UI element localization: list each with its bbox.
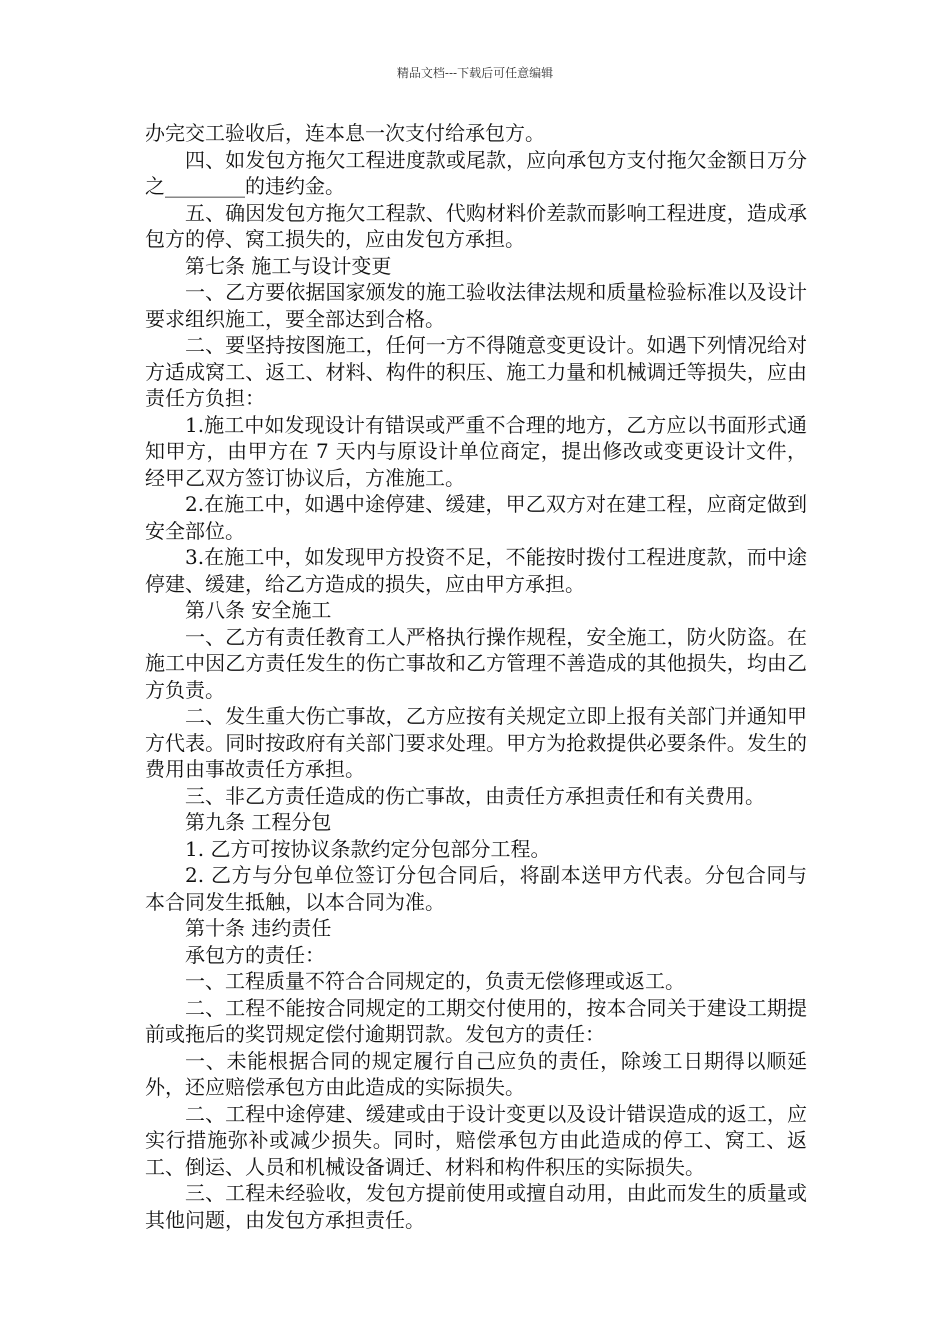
page-header: 精品文档---下载后可任意编辑 xyxy=(396,66,554,80)
paragraph: 3.在施工中，如发现甲方投资不足，不能按时拨付工程进度款，而中途停建、缓建，给乙方造成的损失，应由甲方承担。 xyxy=(145,545,807,596)
section-heading: 第十条 违约责任 xyxy=(185,916,332,940)
paragraph: 二、工程不能按合同规定的工期交付使用的，按本合同关于建设工期提前或拖后的奖罚规定偿付逾期罚款。发包方的责任： xyxy=(145,995,807,1046)
paragraph: 办完交工验收后，连本息一次支付给承包方。 xyxy=(145,121,545,145)
paragraph: 2.在施工中，如遇中途停建、缓建，甲乙双方对在建工程，应商定做到安全部位。 xyxy=(145,492,807,543)
section-heading: 第九条 工程分包 xyxy=(185,810,332,834)
paragraph: 四、如发包方拖欠工程进度款或尾款，应向承包方支付拖欠金额日万分之________的违约金。 xyxy=(145,147,807,198)
section-heading: 第八条 安全施工 xyxy=(185,598,332,622)
paragraph: 三、工程未经验收，发包方提前使用或擅自动用，由此而发生的质量或其他问题，由发包方承担责任。 xyxy=(145,1181,807,1232)
document-body xyxy=(145,120,807,1233)
paragraph: 二、发生重大伤亡事故，乙方应按有关规定立即上报有关部门并通知甲方代表。同时按政府有关部门要求处理。甲方为抢救提供必要条件。发生的费用由事故责任方承担。 xyxy=(145,704,807,781)
paragraph: 五、确因发包方拖欠工程款、代购材料价差款而影响工程进度，造成承包方的停、窝工损失的，应由发包方承担。 xyxy=(145,200,807,251)
section-heading: 第七条 施工与设计变更 xyxy=(185,253,392,278)
paragraph: 一、工程质量不符合合同规定的，负责无偿修理或返工。 xyxy=(185,969,685,993)
paragraph: 一、乙方有责任教育工人严格执行操作规程，安全施工，防火防盗。在施工中因乙方责任发生的伤亡事故和乙方管理不善造成的其他损失，均由乙方负责。 xyxy=(145,624,807,702)
paragraph: 一、未能根据合同的规定履行自己应负的责任，除竣工日期得以顺延外，还应赔偿承包方由此造成的实际损失。 xyxy=(145,1048,807,1099)
paragraph: 1.施工中如发现设计有错误或严重不合理的地方，乙方应以书面形式通知甲方，由甲方在 7 天内与原设计单位商定，提出修改或变更设计文件，经甲乙双方签订协议后，方准施工。 xyxy=(145,412,807,490)
paragraph: 三、非乙方责任造成的伤亡事故，由责任方承担责任和有关费用。 xyxy=(185,783,765,808)
paragraph: 二、要坚持按图施工，任何一方不得随意变更设计。如遇下列情况给对方适成窝工、返工、材料、构件的积压、施工力量和机械调迁等损失，应由责任方负担： xyxy=(145,333,807,410)
paragraph: 二、工程中途停建、缓建或由于设计变更以及设计错误造成的返工，应实行措施弥补或减少损失。同时，赔偿承包方由此造成的停工、窝工、返工、倒运、人员和机械设备调迁、材料和构件积压的实际损失。 xyxy=(145,1101,807,1179)
paragraph: 2. 乙方与分包单位签订分包合同后，将副本送甲方代表。分包合同与本合同发生抵触，以本合同为准。 xyxy=(145,863,807,914)
paragraph: 一、乙方要依据国家颁发的施工验收法律法规和质量检验标准以及设计要求组织施工，要全部达到合格。 xyxy=(145,280,807,331)
paragraph: 承包方的责任： xyxy=(185,942,325,967)
paragraph: 1. 乙方可按协议条款约定分包部分工程。 xyxy=(185,836,551,861)
